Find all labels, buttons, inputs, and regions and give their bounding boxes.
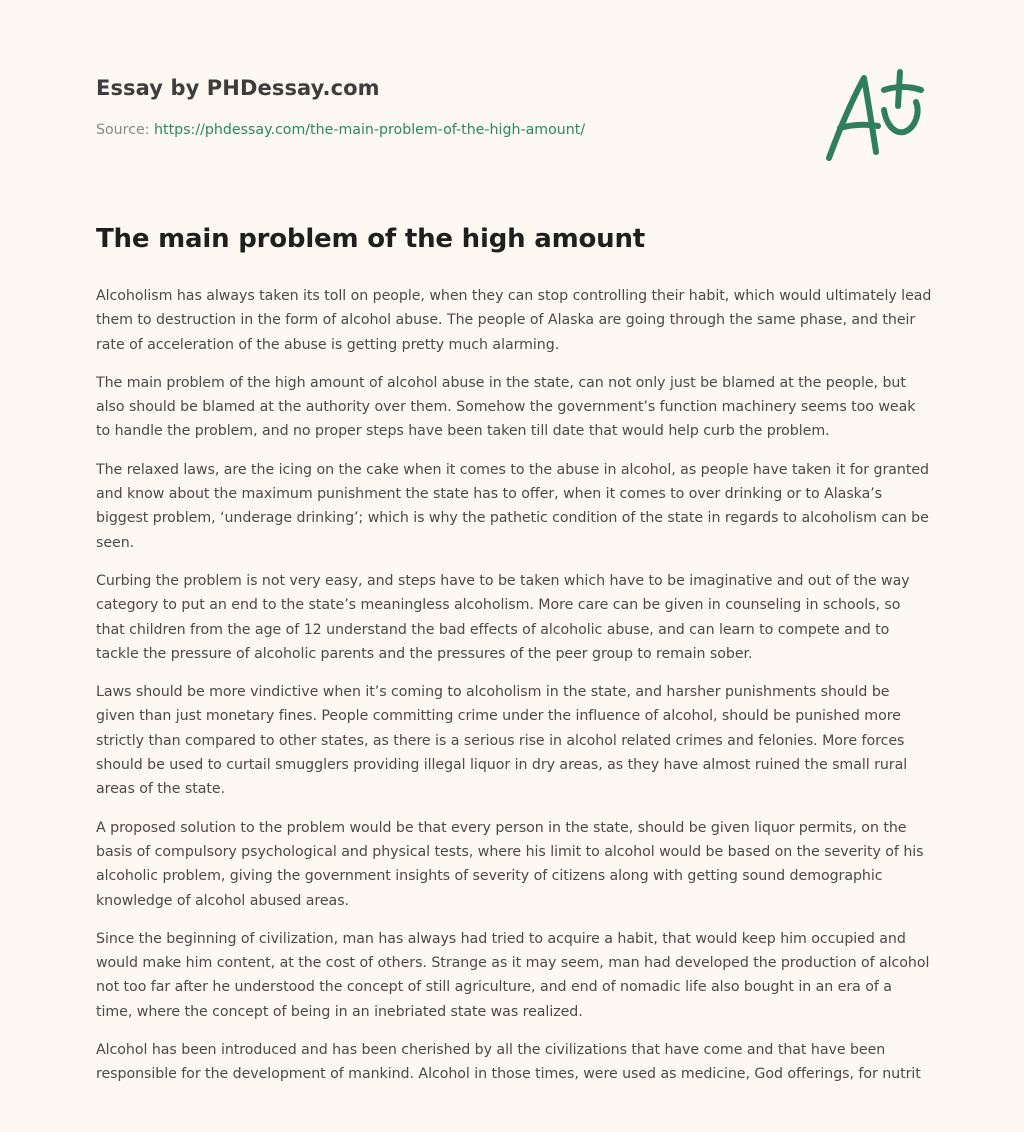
essay-paragraph: The main problem of the high amount of alcohol abuse in the state, can not only just be blamed at the people, but also should be blamed at the authority over them. Somehow the government’s function machinery seems too weak to handle the problem, and no proper steps have been taken till date that would help curb the problem. xyxy=(96,374,916,440)
source-line xyxy=(96,122,796,138)
page-header xyxy=(96,76,796,138)
essay-paragraph: Laws should be more vindictive when it’s coming to alcoholism in the state, and harsher punishments should be given than just monetary fines. People committing crime under the influence of alcohol, should be punished more strictly than compared to other states, as there is a serious rise in alcohol related crimes and felonies. More forces should be used to curtail smugglers providing illegal liquor in dry areas, as they have almost ruined the small rural areas of the state. xyxy=(96,684,908,798)
source-label: Source: xyxy=(96,122,155,138)
essay-paragraph: The relaxed laws, are the icing on the cake when it comes to the abuse in alcohol, as people have taken it for granted and know about the maximum punishment the state has to offer, when it comes to over drinking or to Alaska’s biggest problem, ‘underage drinking’; which is why the pathetic condition of the state in regards to alcoholism can be seen. xyxy=(96,461,929,551)
source-link[interactable]: https://phdessay.com/the-main-problem-of-the-high-amount/ xyxy=(154,122,586,138)
essay-title: The main problem of the high amount xyxy=(96,224,646,254)
essay-paragraph: Curbing the problem is not very easy, and steps have to be taken which have to be imaginative and out of the way category to put an end to the state’s meaningless alcoholism. More care can be given in counseling in schools, so that children from the age of 12 understand the bad effects of alcoholic abuse, and can learn to compete and to tackle the pressure of alcoholic parents and the pressures of the peer group to remain sober. xyxy=(96,572,910,662)
a-plus-grade-icon xyxy=(820,66,930,166)
essay-paragraph: A proposed solution to the problem would be that every person in the state, should be given liquor permits, on the basis of compulsory psychological and physical tests, where his limit to alcohol would be based on the severity of his alcoholic problem, giving the government insights of severity of citizens along with getting sound demographic knowledge of alcohol abused areas. xyxy=(96,819,924,909)
essay-paragraph: Since the beginning of civilization, man has always had tried to acquire a habit, that would keep him occupied and would make him content, at the cost of others. Strange as it may seem, man had developed the production of alcohol not too far after he understood the concept of still agriculture, and end of nomadic life also bought in an era of a time, where the concept of being in an inebriated state was realized. xyxy=(96,930,930,1020)
essay-paragraph: Alcohol has been introduced and has been cherished by all the civilizations that have come and that have been responsible for the development of mankind. Alcohol in those times, were used as medicine, God offerings, for nutrit xyxy=(96,1042,921,1083)
essay-body xyxy=(96,284,932,1101)
site-title: Essay by PHDessay.com xyxy=(96,76,380,100)
essay-paragraph: Alcoholism has always taken its toll on people, when they can stop controlling their habit, which would ultimately lead them to destruction in the form of alcohol abuse. The people of Alaska are going through the same phase, and their rate of acceleration of the abuse is getting pretty much alarming. xyxy=(96,288,932,353)
